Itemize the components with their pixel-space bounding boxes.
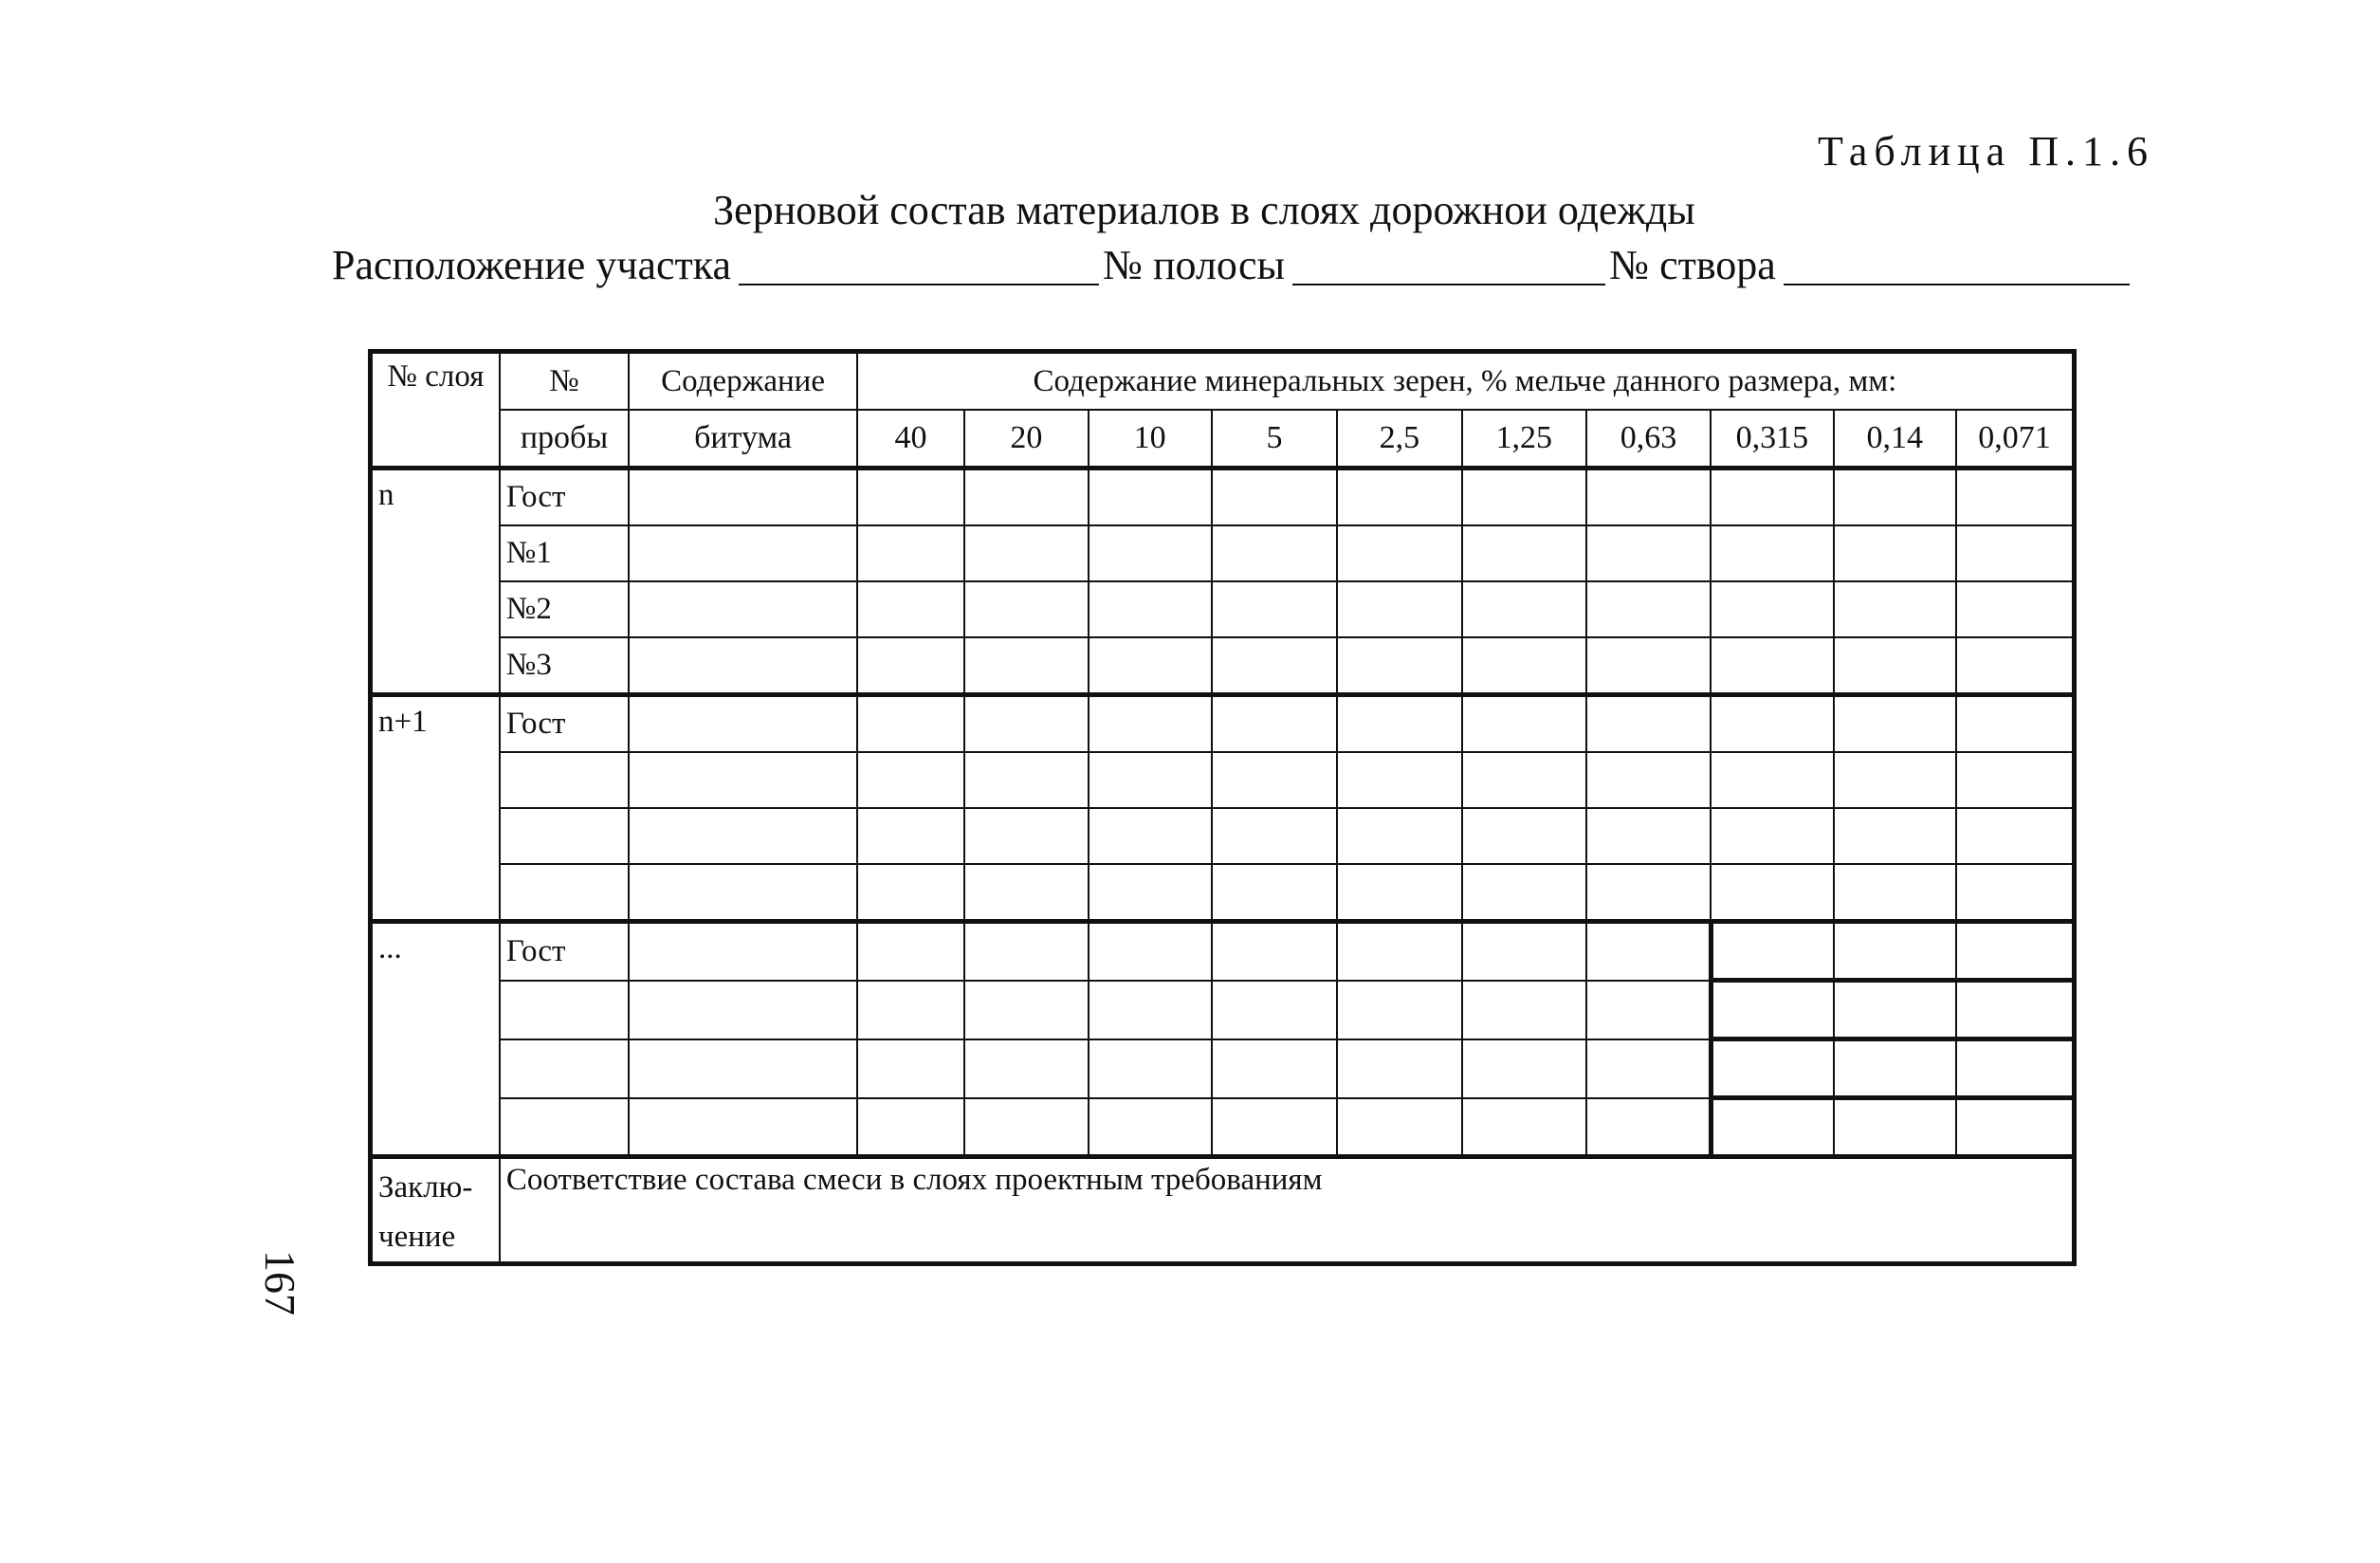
sample-cell — [500, 752, 629, 808]
sample-cell — [500, 1039, 629, 1098]
value-cell[interactable] — [1089, 752, 1212, 808]
value-cell[interactable] — [1212, 808, 1337, 864]
value-cell[interactable] — [1834, 981, 1956, 1039]
value-cell[interactable] — [857, 752, 964, 808]
value-cell[interactable] — [1711, 695, 1833, 753]
table-row — [371, 981, 2075, 1039]
value-cell[interactable] — [1337, 808, 1461, 864]
location-blank[interactable] — [739, 242, 1099, 285]
value-cell[interactable] — [1586, 922, 1711, 981]
value-cell[interactable] — [1956, 864, 2075, 922]
value-cell[interactable] — [1212, 1039, 1337, 1098]
table-row — [371, 525, 2075, 581]
value-cell[interactable] — [1462, 864, 1586, 922]
value-cell[interactable] — [1956, 808, 2075, 864]
value-cell[interactable] — [1834, 695, 1956, 753]
value-cell[interactable] — [1462, 981, 1586, 1039]
value-cell[interactable] — [1212, 864, 1337, 922]
value-cell[interactable] — [1089, 581, 1212, 637]
value-cell[interactable] — [964, 752, 1088, 808]
bitumen-header: Содержание — [629, 352, 857, 411]
location-label: Расположение участка — [332, 242, 731, 288]
value-cell[interactable] — [1462, 525, 1586, 581]
value-cell[interactable] — [964, 864, 1088, 922]
value-cell[interactable] — [1212, 752, 1337, 808]
conclusion-label: Заклю- чение — [371, 1157, 500, 1264]
value-cell[interactable] — [1089, 637, 1212, 695]
mineral-content-header: Содержание минеральных зерен, % мельче данного размера, мм: — [857, 352, 2075, 411]
value-cell[interactable] — [1586, 864, 1711, 922]
value-cell[interactable] — [1711, 581, 1833, 637]
table-row — [371, 581, 2075, 637]
value-cell[interactable] — [1834, 808, 1956, 864]
value-cell[interactable] — [964, 922, 1088, 981]
value-cell[interactable] — [1212, 1098, 1337, 1157]
value-cell[interactable] — [1834, 581, 1956, 637]
table-row — [371, 637, 2075, 695]
table-label: Таблица П.1.6 — [1818, 128, 2154, 175]
table-row — [371, 1039, 2075, 1098]
sample-cell: №3 — [500, 637, 629, 695]
value-cell[interactable] — [1956, 981, 2075, 1039]
document-title: Зерновой состав материалов в слоях дорожнои одежды — [713, 187, 1695, 233]
value-cell[interactable] — [1956, 469, 2075, 526]
size-1-25: 1,25 — [1462, 410, 1586, 469]
value-cell[interactable] — [964, 525, 1088, 581]
value-cell[interactable] — [629, 752, 857, 808]
value-cell[interactable] — [1586, 581, 1711, 637]
value-cell[interactable] — [629, 1098, 857, 1157]
value-cell[interactable] — [629, 981, 857, 1039]
value-cell[interactable] — [1834, 752, 1956, 808]
value-cell[interactable] — [629, 808, 857, 864]
station-blank[interactable] — [1784, 242, 2130, 285]
value-cell[interactable] — [1586, 1039, 1711, 1098]
size-0-63: 0,63 — [1586, 410, 1711, 469]
value-cell[interactable] — [1956, 525, 2075, 581]
sample-cell: №2 — [500, 581, 629, 637]
station-label: № створа — [1609, 242, 1776, 288]
value-cell[interactable] — [857, 864, 964, 922]
lane-label: № полосы — [1103, 242, 1286, 288]
value-cell[interactable] — [1337, 581, 1461, 637]
sample-cell — [500, 981, 629, 1039]
conclusion-text[interactable]: Соответствие состава смеси в слоях проектным требованиям — [500, 1157, 2075, 1264]
value-cell[interactable] — [1956, 581, 2075, 637]
value-cell[interactable] — [1586, 525, 1711, 581]
value-cell[interactable] — [1956, 637, 2075, 695]
value-cell[interactable] — [964, 808, 1088, 864]
table-row — [371, 922, 2075, 981]
value-cell[interactable] — [1834, 525, 1956, 581]
value-cell[interactable] — [1834, 864, 1956, 922]
value-cell[interactable] — [1089, 525, 1212, 581]
value-cell[interactable] — [1711, 752, 1833, 808]
layer-cell: n — [371, 469, 500, 695]
value-cell[interactable] — [857, 469, 964, 526]
value-cell[interactable] — [1711, 922, 1833, 981]
value-cell[interactable] — [1337, 981, 1461, 1039]
value-cell[interactable] — [1711, 469, 1833, 526]
value-cell[interactable] — [964, 469, 1088, 526]
value-cell[interactable] — [1956, 1098, 2075, 1157]
layer-cell: ... — [371, 922, 500, 1157]
value-cell[interactable] — [857, 1098, 964, 1157]
sieve-size-row — [371, 410, 2075, 469]
value-cell[interactable] — [1956, 752, 2075, 808]
value-cell[interactable] — [629, 581, 857, 637]
value-cell[interactable] — [1586, 752, 1711, 808]
size-2-5: 2,5 — [1337, 410, 1461, 469]
value-cell[interactable] — [1462, 922, 1586, 981]
value-cell[interactable] — [1212, 525, 1337, 581]
value-cell[interactable] — [629, 864, 857, 922]
sample-number-header: № — [500, 352, 629, 411]
page-number: 167 — [256, 1250, 304, 1315]
value-cell[interactable] — [964, 981, 1088, 1039]
size-10: 10 — [1089, 410, 1212, 469]
value-cell[interactable] — [1956, 922, 2075, 981]
table-row — [371, 695, 2075, 753]
value-cell[interactable] — [1337, 1098, 1461, 1157]
value-cell[interactable] — [629, 1039, 857, 1098]
value-cell[interactable] — [1212, 581, 1337, 637]
location-line — [332, 241, 2133, 289]
value-cell[interactable] — [1089, 469, 1212, 526]
value-cell[interactable] — [1337, 864, 1461, 922]
value-cell[interactable] — [1462, 637, 1586, 695]
value-cell[interactable] — [857, 637, 964, 695]
value-cell[interactable] — [1956, 1039, 2075, 1098]
value-cell[interactable] — [964, 1039, 1088, 1098]
value-cell[interactable] — [1337, 637, 1461, 695]
value-cell[interactable] — [1586, 637, 1711, 695]
value-cell[interactable] — [1711, 864, 1833, 922]
value-cell[interactable] — [857, 581, 964, 637]
size-5: 5 — [1212, 410, 1337, 469]
value-cell[interactable] — [1834, 1098, 1956, 1157]
value-cell[interactable] — [1462, 808, 1586, 864]
value-cell[interactable] — [1462, 695, 1586, 753]
value-cell[interactable] — [1089, 1098, 1212, 1157]
value-cell[interactable] — [1834, 469, 1956, 526]
size-0-071: 0,071 — [1956, 410, 2075, 469]
value-cell[interactable] — [629, 695, 857, 753]
value-cell[interactable] — [1586, 469, 1711, 526]
value-cell[interactable] — [1089, 864, 1212, 922]
value-cell[interactable] — [964, 695, 1088, 753]
value-cell[interactable] — [1462, 1098, 1586, 1157]
bitumen-header-2: битума — [629, 410, 857, 469]
value-cell[interactable] — [1089, 922, 1212, 981]
value-cell[interactable] — [1462, 469, 1586, 526]
value-cell[interactable] — [1711, 525, 1833, 581]
value-cell[interactable] — [1089, 1039, 1212, 1098]
value-cell[interactable] — [1089, 981, 1212, 1039]
value-cell[interactable] — [1711, 981, 1833, 1039]
value-cell[interactable] — [857, 922, 964, 981]
value-cell[interactable] — [1462, 1039, 1586, 1098]
value-cell[interactable] — [1462, 581, 1586, 637]
value-cell[interactable] — [1711, 808, 1833, 864]
value-cell[interactable] — [1462, 752, 1586, 808]
value-cell[interactable] — [1337, 695, 1461, 753]
value-cell[interactable] — [629, 525, 857, 581]
sample-cell — [500, 808, 629, 864]
value-cell[interactable] — [1586, 808, 1711, 864]
value-cell[interactable] — [857, 525, 964, 581]
value-cell[interactable] — [1834, 922, 1956, 981]
value-cell[interactable] — [1337, 1039, 1461, 1098]
layer-cell: n+1 — [371, 695, 500, 922]
lane-blank[interactable] — [1292, 242, 1605, 285]
value-cell[interactable] — [1586, 1098, 1711, 1157]
value-cell[interactable] — [1212, 981, 1337, 1039]
sample-cell: Гост — [500, 469, 629, 526]
value-cell[interactable] — [1337, 525, 1461, 581]
value-cell[interactable] — [857, 808, 964, 864]
value-cell[interactable] — [629, 922, 857, 981]
sample-cell: Гост — [500, 695, 629, 753]
conclusion-row — [371, 1157, 2075, 1264]
value-cell[interactable] — [1212, 695, 1337, 753]
size-20: 20 — [964, 410, 1088, 469]
table-body — [371, 469, 2075, 1264]
size-0-14: 0,14 — [1834, 410, 1956, 469]
value-cell[interactable] — [1337, 469, 1461, 526]
value-cell[interactable] — [964, 1098, 1088, 1157]
value-cell[interactable] — [1337, 752, 1461, 808]
value-cell[interactable] — [857, 981, 964, 1039]
table-row — [371, 469, 2075, 526]
value-cell[interactable] — [857, 1039, 964, 1098]
layer-number-header: № слоя — [371, 352, 500, 469]
value-cell[interactable] — [1089, 695, 1212, 753]
value-cell[interactable] — [1212, 469, 1337, 526]
value-cell[interactable] — [1212, 637, 1337, 695]
value-cell[interactable] — [1711, 1098, 1833, 1157]
sample-number-header-2: пробы — [500, 410, 629, 469]
value-cell[interactable] — [964, 581, 1088, 637]
sample-cell — [500, 1098, 629, 1157]
sample-cell: №1 — [500, 525, 629, 581]
value-cell[interactable] — [1586, 695, 1711, 753]
sample-cell: Гост — [500, 922, 629, 981]
value-cell[interactable] — [629, 637, 857, 695]
value-cell[interactable] — [1834, 637, 1956, 695]
value-cell[interactable] — [1711, 1039, 1833, 1098]
value-cell[interactable] — [629, 469, 857, 526]
value-cell[interactable] — [1212, 922, 1337, 981]
value-cell[interactable] — [964, 637, 1088, 695]
value-cell[interactable] — [857, 695, 964, 753]
value-cell[interactable] — [1089, 808, 1212, 864]
value-cell[interactable] — [1834, 1039, 1956, 1098]
value-cell[interactable] — [1711, 637, 1833, 695]
table-row — [371, 752, 2075, 808]
size-40: 40 — [857, 410, 964, 469]
size-0-315: 0,315 — [1711, 410, 1833, 469]
value-cell[interactable] — [1956, 695, 2075, 753]
sample-cell — [500, 864, 629, 922]
table-row — [371, 1098, 2075, 1157]
value-cell[interactable] — [1337, 922, 1461, 981]
table-row — [371, 808, 2075, 864]
grain-composition-table — [368, 349, 2077, 1266]
value-cell[interactable] — [1586, 981, 1711, 1039]
table-row — [371, 864, 2075, 922]
